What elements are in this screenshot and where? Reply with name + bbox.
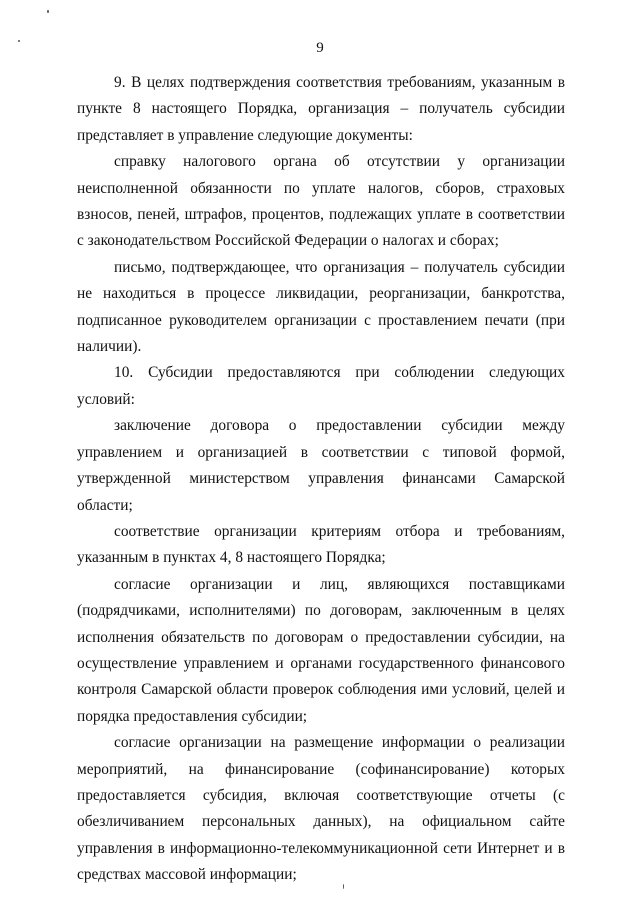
paragraph-agreement: заключение договора о предоставлении субсидии между управлением и организацией в соответствии с типовой формой, утвержденной министерством управления финансами Самарской области; (77, 417, 565, 514)
paragraph-consent-publication: согласие организации на размещение информации о реализации мероприятий, на финансирование (софинансирование) которых предоставляется субсидия, включая соответствующие отчеты (с обезличиванием персональных данных), на официальном сайте управления в информационно-телекоммуникационной сети Интернет и в средствах массовой информации; (77, 734, 565, 884)
paragraph-consent-control: согласие организации и лиц, являющихся поставщиками (подрядчиками, исполнителями) по договорам, заключенным в целях исполнения обязательств по договорам о предоставлении субсидии, на осуществление управлением и органами государственного финансового контроля Самарской области проверок соблюдения ими условий, целей и порядка предоставления субсидии; (77, 575, 565, 725)
paragraph-item-9: 9. В целях подтверждения соответствия требованиям, указанным в пункте 8 настоящего Порядка, организация – получатель субсидии представляет в управление следующие документы: (77, 74, 565, 144)
paragraph-criteria: соответствие организации критериям отбора и требованиям, указанным в пунктах 4, 8 настоящего Порядка; (77, 522, 565, 567)
scan-speck (47, 10, 49, 13)
paragraph-item-10: 10. Субсидии предоставляются при соблюдении следующих условий: (77, 364, 565, 408)
paragraph-tax-certificate: справку налогового органа об отсутствии у организации неисполненной обязанности по уплате налогов, сборов, страховых взносов, пеней, штрафов, процентов, подлежащих уплате в соответствии с законодательством Российской Федерации о налогах и сборах; (77, 153, 565, 250)
paragraph-letter: письмо, подтверждающее, что организация – получатель субсидии не находиться в процессе ликвидации, реорганизации, банкротства, подписанное руководителем организации с проставлением печати (при наличии). (77, 258, 565, 356)
page-number: 9 (316, 40, 324, 56)
document-body (77, 70, 565, 889)
